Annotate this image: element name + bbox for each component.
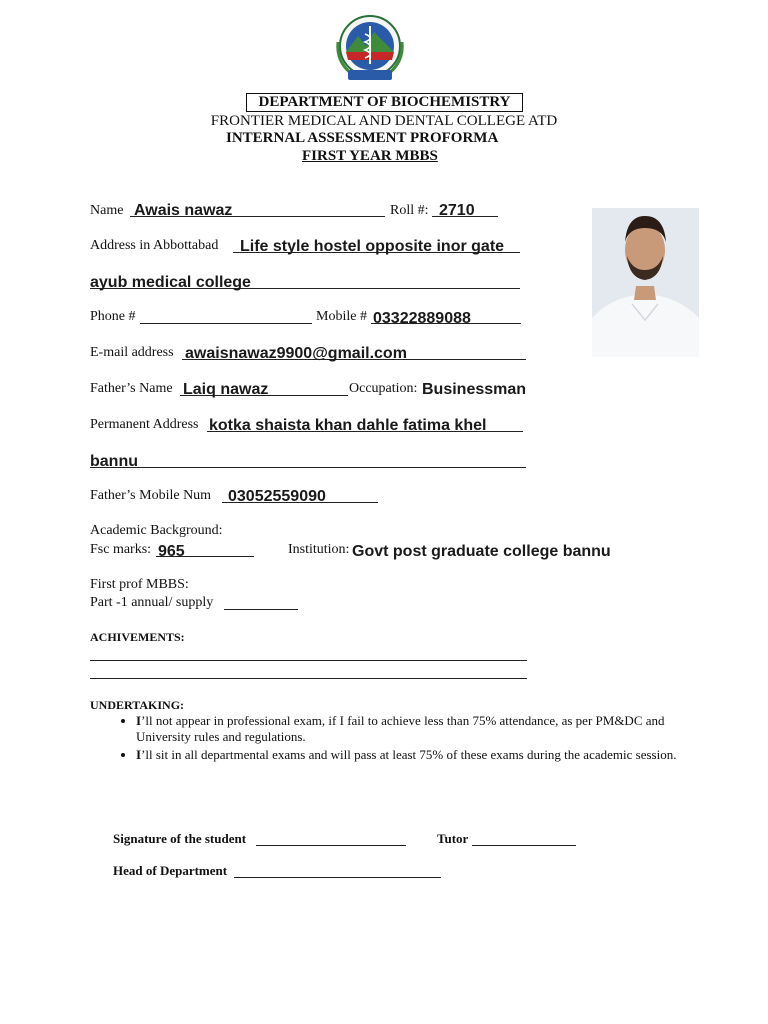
permanent-address-value[interactable]: kotka shaista khan dahle fatima khel <box>209 417 487 434</box>
occupation-label: Occupation: <box>349 381 418 396</box>
part1-label: Part -1 annual/ supply <box>90 595 214 610</box>
father-mobile-label: Father’s Mobile Num <box>90 488 212 503</box>
permanent-address-underline-2 <box>90 467 526 468</box>
student-signature-line[interactable] <box>256 845 406 846</box>
roll-label: Roll #: <box>390 203 429 218</box>
email-value[interactable]: awaisnawaz9900@gmail.com <box>185 345 407 362</box>
permanent-address-value-2[interactable]: bannu <box>90 453 138 470</box>
undertaking-heading: UNDERTAKING: <box>90 698 185 712</box>
occupation-value[interactable]: Businessman <box>422 381 527 398</box>
undertaking-text: ’ll not appear in professional exam, if I fail to achieve less than 75% attendance, as per PM&DC and University rules and regulations. <box>136 713 665 744</box>
father-mobile-value[interactable]: 03052559090 <box>228 488 326 505</box>
permanent-address-label: Permanent Address <box>90 417 199 432</box>
phone-label: Phone # <box>90 309 136 324</box>
fsc-label: Fsc marks: <box>90 542 152 557</box>
name-value[interactable]: Awais nawaz <box>134 202 233 219</box>
roll-value[interactable]: 2710 <box>439 202 475 219</box>
mobile-label: Mobile # <box>316 309 367 324</box>
phone-underline[interactable] <box>140 323 312 324</box>
institution-value[interactable]: Govt post graduate college bannu <box>352 543 611 560</box>
undertaking-lead: I <box>136 747 142 762</box>
part1-underline[interactable] <box>224 609 298 610</box>
achievements-line-1[interactable] <box>90 660 527 661</box>
address-label: Address in Abbottabad <box>90 238 219 253</box>
undertaking-item <box>136 713 695 745</box>
mobile-value[interactable]: 03322889088 <box>373 310 471 327</box>
father-name-value[interactable]: Laiq nawaz <box>183 381 269 398</box>
name-label: Name <box>90 203 124 218</box>
fsc-value[interactable]: 965 <box>158 543 185 560</box>
tutor-label: Tutor <box>437 831 469 846</box>
year-title: FIRST YEAR MBBS <box>302 148 438 164</box>
institution-label: Institution: <box>288 542 350 557</box>
first-prof-label: First prof MBBS: <box>90 577 189 592</box>
college-logo <box>332 12 408 84</box>
undertaking-list <box>110 713 695 765</box>
undertaking-lead: I <box>136 713 142 728</box>
college-name: FRONTIER MEDICAL AND DENTAL COLLEGE ATD <box>210 113 558 129</box>
tutor-signature-line[interactable] <box>472 845 576 846</box>
department-title: DEPARTMENT OF BIOCHEMISTRY <box>246 93 523 112</box>
student-photo <box>592 208 699 357</box>
address-value-2[interactable]: ayub medical college <box>90 274 251 291</box>
father-name-label: Father’s Name <box>90 381 173 396</box>
address-value[interactable]: Life style hostel opposite inor gate <box>240 238 505 255</box>
email-label: E-mail address <box>90 345 174 360</box>
hod-label: Head of Department <box>113 863 228 878</box>
academic-label: Academic Background: <box>90 523 223 538</box>
undertaking-item <box>136 747 695 763</box>
achievements-line-2[interactable] <box>90 678 527 679</box>
proforma-title: INTERNAL ASSESSMENT PROFORMA <box>226 130 499 146</box>
student-signature-label: Signature of the student <box>113 831 247 846</box>
hod-signature-line[interactable] <box>234 877 441 878</box>
achievements-heading: ACHIVEMENTS: <box>90 630 185 644</box>
undertaking-text: ’ll sit in all departmental exams and will pass at least 75% of these exams during the academic session. <box>141 747 677 762</box>
